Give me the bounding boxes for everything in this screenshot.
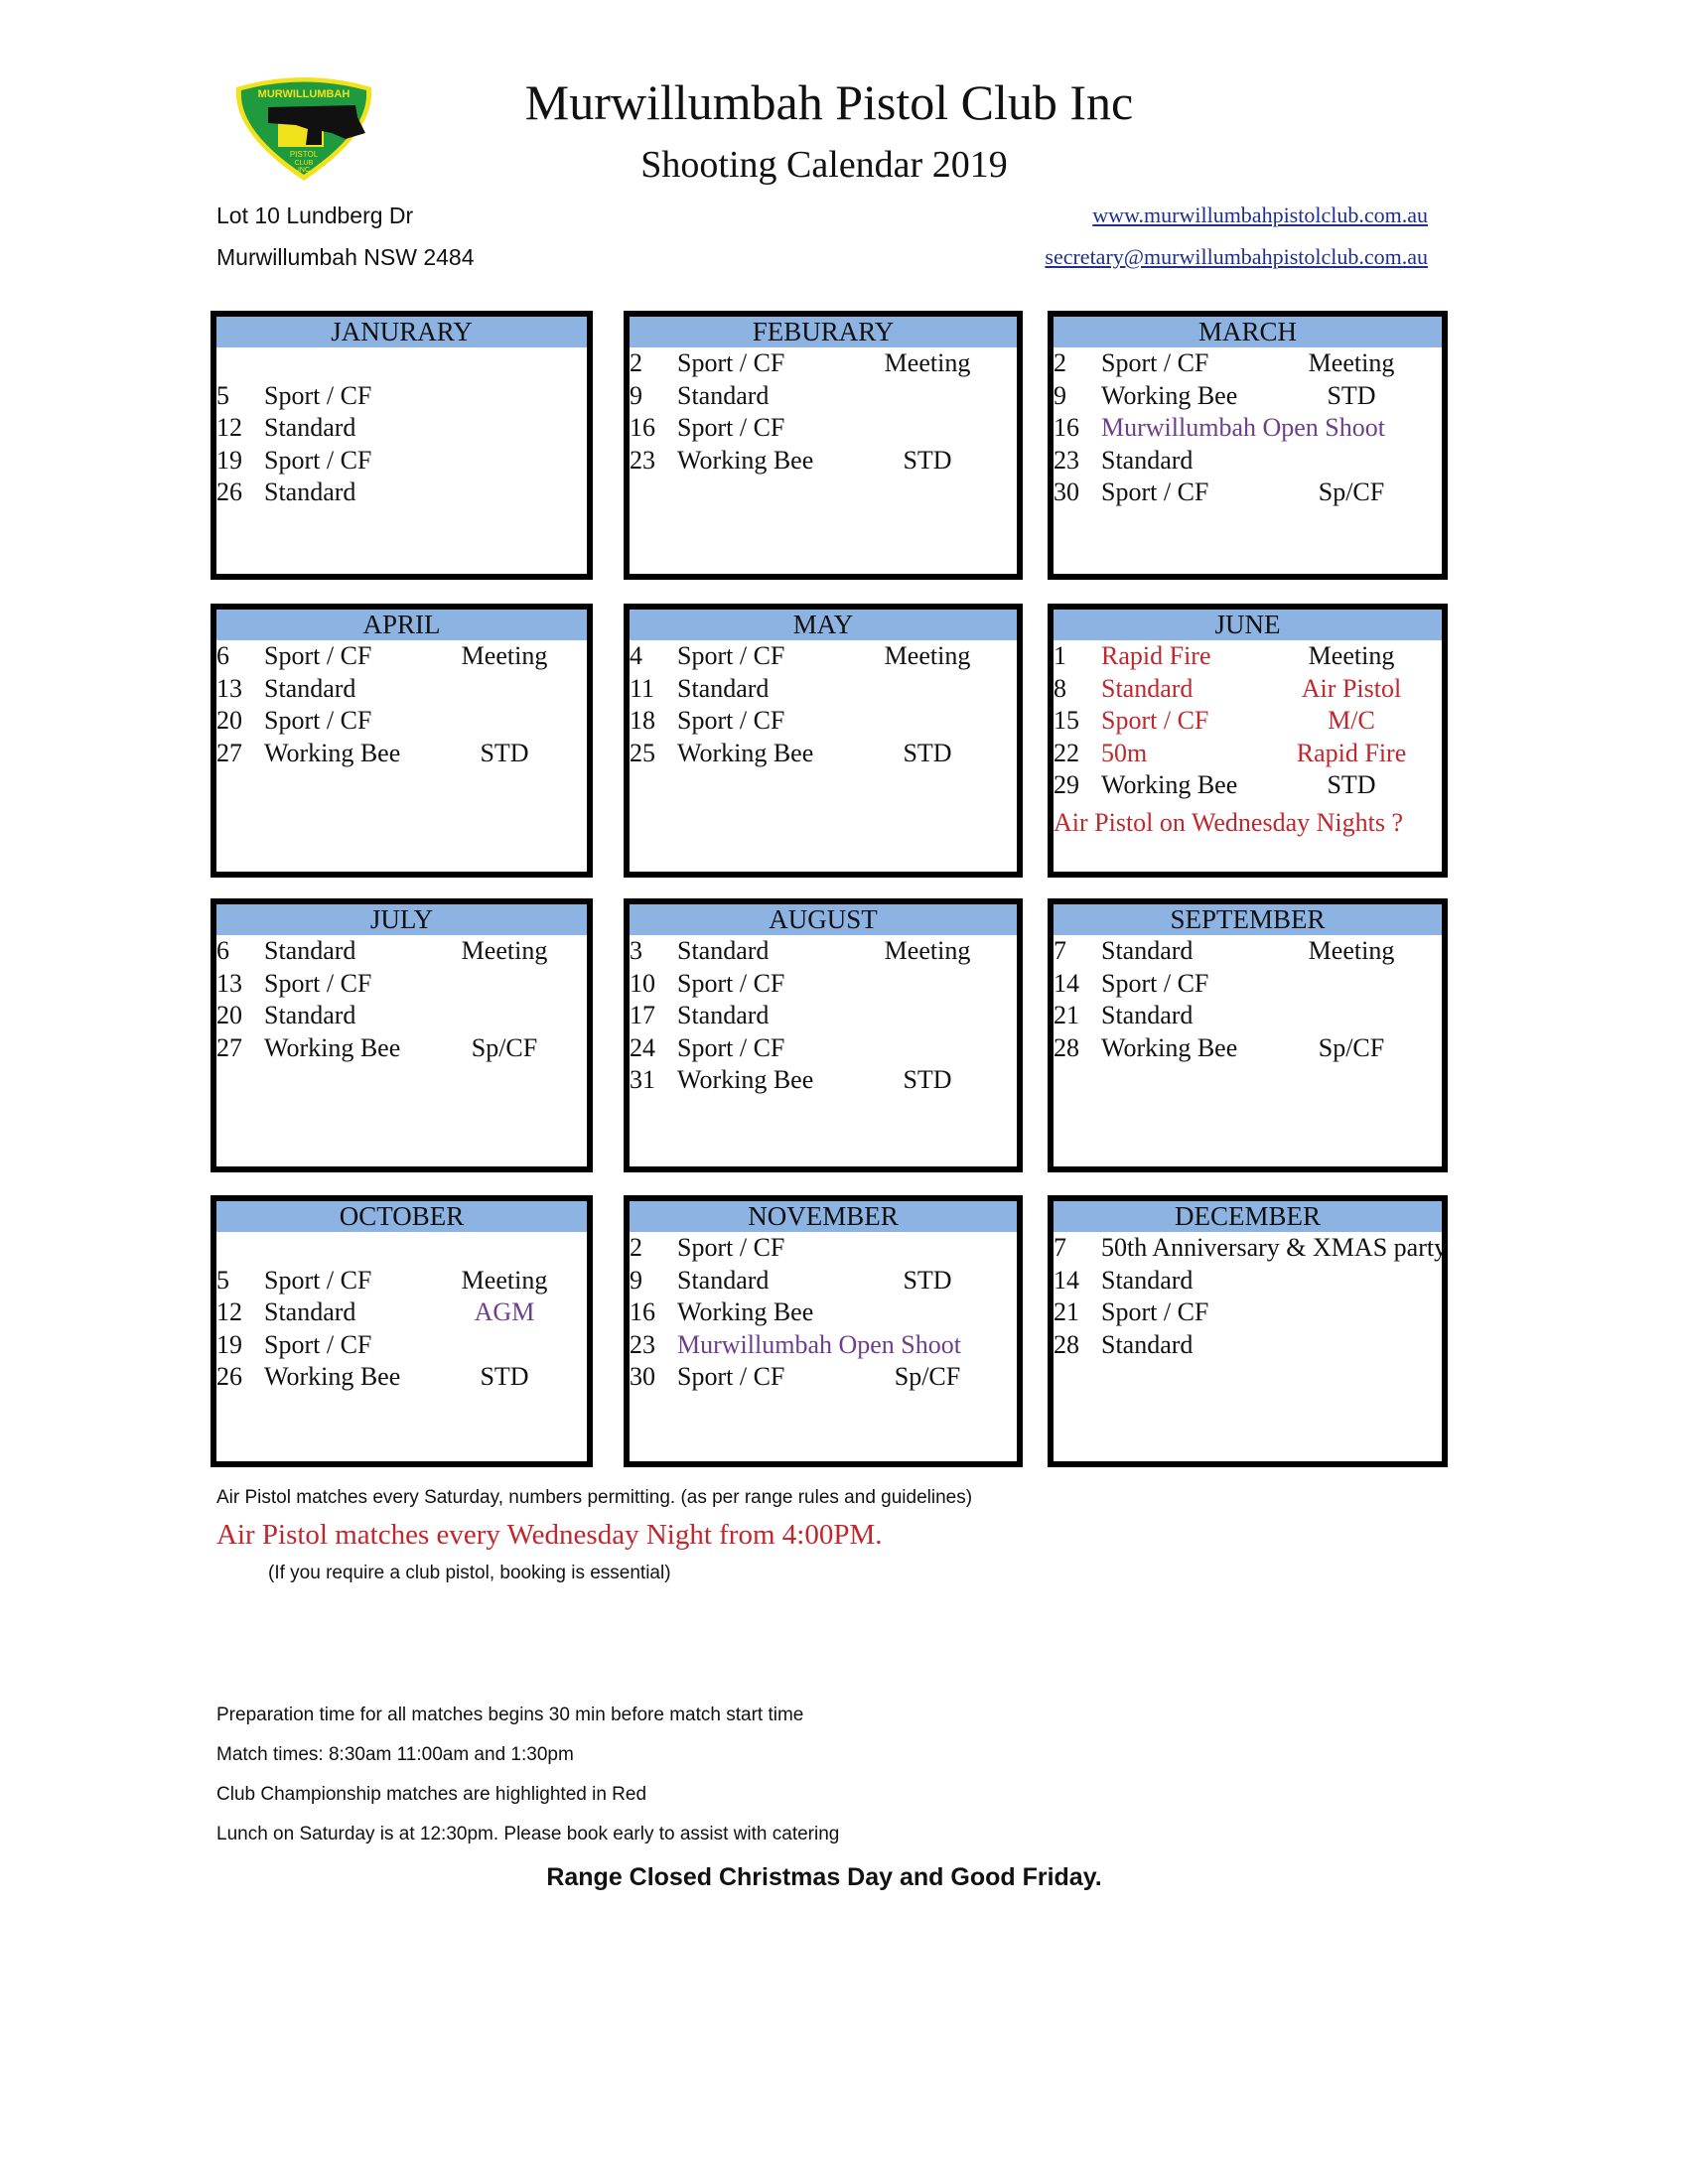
- month-events: [216, 935, 587, 1064]
- event-row: [216, 640, 587, 673]
- month-events: [1054, 347, 1442, 509]
- event-day: 30: [1054, 478, 1079, 506]
- event-name: Sport / CF: [677, 641, 785, 670]
- event-name: Standard: [1101, 673, 1194, 703]
- event-name: Working Bee: [1101, 770, 1238, 799]
- event-note: STD: [903, 738, 952, 767]
- month-header: JULY: [216, 904, 587, 935]
- event-row: [1054, 1329, 1442, 1362]
- event-day: 12: [216, 1297, 242, 1326]
- month-feburary: [624, 311, 1023, 580]
- event-note: Meeting: [1308, 936, 1395, 965]
- event-day: 19: [216, 1329, 242, 1359]
- event-note: Rapid Fire: [1296, 738, 1407, 767]
- event-name: Standard: [264, 413, 356, 442]
- month-header: SEPTEMBER: [1054, 904, 1442, 935]
- note-club-pistol-booking: (If you require a club pistol, booking is essential): [268, 1563, 671, 1583]
- event-note: M/C: [1328, 706, 1375, 735]
- event-row: [1054, 1232, 1448, 1265]
- event-day: 24: [630, 1032, 655, 1062]
- month-header: FEBURARY: [630, 317, 1017, 347]
- event-row: [216, 1297, 587, 1329]
- event-row: [630, 380, 1017, 413]
- event-day: 19: [216, 445, 242, 475]
- month-header: NOVEMBER: [630, 1201, 1017, 1232]
- event-row: [216, 935, 587, 968]
- event-day: 27: [216, 738, 242, 767]
- event-day: 8: [1054, 673, 1066, 703]
- event-day: 27: [216, 1032, 242, 1062]
- event-note: Sp/CF: [1318, 478, 1385, 506]
- month-header: OCTOBER: [216, 1201, 587, 1232]
- event-name: Sport / CF: [264, 1265, 372, 1295]
- event-note: Meeting: [461, 936, 548, 965]
- event-day: 28: [1054, 1032, 1079, 1062]
- month-events: [216, 1232, 587, 1394]
- event-note: STD: [903, 445, 952, 475]
- event-row: [216, 412, 587, 445]
- event-row: [1054, 769, 1442, 802]
- website-link[interactable]: www.murwillumbahpistolclub.com.au: [1092, 203, 1428, 227]
- event-day: 12: [216, 413, 242, 442]
- event-name: Working Bee: [677, 738, 814, 767]
- event-row: [630, 347, 1017, 380]
- event-row: [216, 1265, 587, 1297]
- address-line-2: Murwillumbah NSW 2484: [216, 244, 475, 270]
- blank-line: [216, 1232, 587, 1265]
- email-link[interactable]: secretary@murwillumbahpistolclub.com.au: [1045, 244, 1428, 269]
- month-events: [1054, 640, 1442, 802]
- event-day: 6: [216, 936, 229, 965]
- event-note: Sp/CF: [471, 1032, 538, 1062]
- event-name: Sport / CF: [677, 706, 785, 735]
- event-day: 14: [1054, 968, 1079, 998]
- event-note: Meeting: [1308, 348, 1395, 377]
- month-november: [624, 1195, 1023, 1467]
- event-row: [1054, 1265, 1442, 1297]
- event-day: 3: [630, 936, 642, 965]
- event-note: Meeting: [461, 1265, 548, 1295]
- event-row: [630, 1329, 1017, 1362]
- event-day: 14: [1054, 1265, 1079, 1295]
- page-title: Murwillumbah Pistol Club Inc: [524, 74, 1134, 130]
- event-name: Sport / CF: [264, 1329, 372, 1359]
- event-name: Standard: [677, 380, 770, 410]
- event-note: STD: [480, 1362, 529, 1391]
- note-championship: Club Championship matches are highlighted in Red: [216, 1784, 647, 1805]
- event-day: 11: [630, 673, 655, 703]
- event-name: Sport / CF: [677, 413, 785, 442]
- event-name: Sport / CF: [1101, 478, 1209, 506]
- event-row: [630, 1032, 1017, 1065]
- event-row: [630, 935, 1017, 968]
- event-name: Sport / CF: [1101, 348, 1209, 377]
- event-day: 26: [216, 1362, 242, 1391]
- month-june: [1048, 604, 1448, 878]
- event-row: [630, 1297, 1017, 1329]
- month-header: AUGUST: [630, 904, 1017, 935]
- event-name: Sport / CF: [677, 1032, 785, 1062]
- event-day: 25: [630, 738, 655, 767]
- month-janurary: [211, 311, 593, 580]
- event-row: [1054, 380, 1442, 413]
- event-day: 2: [630, 348, 642, 377]
- event-row: [630, 1361, 1017, 1394]
- event-name: Sport / CF: [264, 445, 372, 475]
- logo-text-club: CLUB: [294, 160, 314, 167]
- note-range-closed: Range Closed Christmas Day and Good Friday.: [546, 1863, 1102, 1891]
- event-name: Working Bee: [677, 445, 814, 475]
- event-name: Working Bee: [677, 1065, 814, 1094]
- event-name: Standard: [677, 1265, 770, 1295]
- event-row: [216, 968, 587, 1001]
- event-row: [1054, 673, 1442, 706]
- event-name: Standard: [264, 936, 356, 965]
- event-name: Standard: [1101, 1001, 1194, 1029]
- event-day: 9: [1054, 380, 1066, 410]
- event-day: 1: [1054, 641, 1066, 670]
- event-name: Standard: [1101, 936, 1194, 965]
- event-row: [1054, 705, 1442, 738]
- event-name: Working Bee: [264, 1032, 401, 1062]
- event-day: 20: [216, 1001, 242, 1029]
- event-day: 28: [1054, 1329, 1079, 1359]
- event-name: Sport / CF: [677, 1233, 785, 1262]
- event-row: [630, 1265, 1017, 1297]
- note-air-pistol-wednesday: Air Pistol matches every Wednesday Night from 4:00PM.: [216, 1519, 883, 1551]
- event-day: 22: [1054, 738, 1079, 767]
- month-events: [630, 1232, 1017, 1394]
- event-name: Standard: [264, 673, 356, 703]
- event-note: STD: [903, 1065, 952, 1094]
- month-events: [1054, 1232, 1448, 1361]
- month-footer-note: Air Pistol on Wednesday Nights ?: [1054, 808, 1404, 837]
- event-row: [630, 1000, 1017, 1032]
- event-note: Meeting: [1308, 641, 1395, 670]
- event-name: Standard: [264, 478, 356, 506]
- event-day: 20: [216, 706, 242, 735]
- event-name: 50m: [1101, 738, 1148, 767]
- event-row: [216, 1361, 587, 1394]
- month-december: [1048, 1195, 1448, 1467]
- month-events: [630, 640, 1017, 769]
- event-name: Sport / CF: [264, 641, 372, 670]
- event-day: 5: [216, 1265, 229, 1295]
- note-lunch: Lunch on Saturday is at 12:30pm. Please book early to assist with catering: [216, 1824, 840, 1844]
- event-row: [1054, 640, 1442, 673]
- event-name: Standard: [1101, 1265, 1194, 1295]
- event-day: 13: [216, 673, 242, 703]
- event-row: [630, 445, 1017, 478]
- month-header: MAY: [630, 610, 1017, 640]
- logo-text-inc: INC: [297, 167, 311, 174]
- page-subtitle: Shooting Calendar 2019: [640, 144, 1008, 186]
- event-row: [1054, 347, 1442, 380]
- month-may: [624, 604, 1023, 878]
- event-row: [216, 705, 587, 738]
- month-events: [630, 935, 1017, 1097]
- event-name: Sport / CF: [677, 1362, 785, 1391]
- month-march: [1048, 311, 1448, 580]
- event-day: 7: [1054, 936, 1066, 965]
- month-september: [1048, 898, 1448, 1172]
- month-events: [1054, 935, 1442, 1064]
- event-day: 2: [630, 1233, 642, 1262]
- event-day: 26: [216, 478, 242, 506]
- event-name: Sport / CF: [677, 968, 785, 998]
- blank-line: [216, 347, 587, 380]
- event-row: [1054, 477, 1442, 509]
- event-day: 16: [1054, 413, 1079, 442]
- event-row: [630, 738, 1017, 770]
- event-day: 18: [630, 706, 655, 735]
- event-name: Working Bee: [677, 1297, 814, 1326]
- event-note: Meeting: [461, 641, 548, 670]
- event-row: [216, 1032, 587, 1065]
- event-row: [1054, 1297, 1442, 1329]
- event-day: 23: [630, 445, 655, 475]
- note-air-pistol-saturday: Air Pistol matches every Saturday, numbers permitting. (as per range rules and guidelines): [216, 1487, 973, 1508]
- event-name: Working Bee: [264, 738, 401, 767]
- event-name: Sport / CF: [1101, 968, 1209, 998]
- event-day: 23: [630, 1329, 655, 1359]
- event-row: [216, 445, 587, 478]
- event-row: [630, 968, 1017, 1001]
- event-name: Standard: [264, 1297, 356, 1326]
- event-day: 23: [1054, 445, 1079, 475]
- event-row: [1054, 445, 1442, 478]
- event-day: 17: [630, 1001, 655, 1029]
- event-note: STD: [480, 738, 529, 767]
- event-note: STD: [903, 1265, 952, 1295]
- event-row: [630, 1232, 1017, 1265]
- event-row: [216, 477, 587, 509]
- event-row: [1054, 1000, 1442, 1032]
- event-row: [630, 640, 1017, 673]
- event-name: Standard: [1101, 445, 1194, 475]
- event-day: 21: [1054, 1297, 1079, 1326]
- note-match-times: Match times: 8:30am 11:00am and 1:30pm: [216, 1744, 574, 1765]
- logo-text-pistol: PISTOL: [289, 150, 319, 159]
- event-row: [1054, 412, 1442, 445]
- event-name: Rapid Fire: [1101, 641, 1211, 670]
- event-day: 6: [216, 641, 229, 670]
- event-day: 9: [630, 380, 642, 410]
- event-day: 5: [216, 380, 229, 410]
- event-day: 7: [1054, 1233, 1066, 1262]
- month-header: MARCH: [1054, 317, 1442, 347]
- event-day: 10: [630, 968, 655, 998]
- event-row: [216, 1000, 587, 1032]
- event-note: AGM: [474, 1297, 535, 1326]
- address-line-1: Lot 10 Lundberg Dr: [216, 203, 414, 228]
- event-name: Working Bee: [264, 1362, 401, 1391]
- event-row: [216, 673, 587, 706]
- event-day: 13: [216, 968, 242, 998]
- event-name: Sport / CF: [264, 706, 372, 735]
- event-note: STD: [1327, 380, 1376, 410]
- event-note: Meeting: [884, 936, 971, 965]
- month-july: [211, 898, 593, 1172]
- event-name: Sport / CF: [264, 968, 372, 998]
- event-name: Standard: [677, 1001, 770, 1029]
- event-name: Murwillumbah Open Shoot: [677, 1329, 961, 1359]
- event-name: Standard: [264, 1001, 356, 1029]
- event-name: 50th Anniversary & XMAS party: [1101, 1233, 1448, 1262]
- event-day: 9: [630, 1265, 642, 1295]
- event-name: Working Bee: [1101, 380, 1238, 410]
- event-note: Meeting: [884, 348, 971, 377]
- event-name: Working Bee: [1101, 1032, 1238, 1062]
- month-events: [630, 347, 1017, 477]
- event-name: Murwillumbah Open Shoot: [1101, 413, 1385, 442]
- event-row: [216, 738, 587, 770]
- note-preparation: Preparation time for all matches begins 30 min before match start time: [216, 1705, 804, 1725]
- event-row: [630, 673, 1017, 706]
- event-day: 21: [1054, 1001, 1079, 1029]
- month-header: DECEMBER: [1054, 1201, 1442, 1232]
- event-name: Sport / CF: [1101, 706, 1209, 735]
- event-day: 4: [630, 641, 642, 670]
- month-october: [211, 1195, 593, 1467]
- event-name: Standard: [677, 936, 770, 965]
- event-row: [1054, 968, 1442, 1001]
- event-name: Standard: [677, 673, 770, 703]
- event-note: Sp/CF: [894, 1362, 961, 1391]
- event-day: 30: [630, 1362, 655, 1391]
- event-row: [1054, 738, 1442, 770]
- month-april: [211, 604, 593, 878]
- event-note: Meeting: [884, 641, 971, 670]
- event-row: [1054, 1032, 1442, 1065]
- event-day: 15: [1054, 706, 1079, 735]
- event-note: Air Pistol: [1301, 673, 1402, 703]
- event-row: [216, 380, 587, 413]
- month-august: [624, 898, 1023, 1172]
- event-row: [1054, 935, 1442, 968]
- event-day: 16: [630, 1297, 655, 1326]
- event-name: Standard: [1101, 1329, 1194, 1359]
- event-day: 16: [630, 413, 655, 442]
- event-day: 31: [630, 1065, 655, 1094]
- event-note: Sp/CF: [1318, 1032, 1385, 1062]
- event-note: STD: [1327, 770, 1376, 799]
- event-row: [630, 705, 1017, 738]
- event-row: [630, 1064, 1017, 1097]
- logo-text-top: MURWILLUMBAH: [257, 88, 351, 100]
- month-events: [216, 640, 587, 769]
- event-row: [216, 1329, 587, 1362]
- month-header: JANURARY: [216, 317, 587, 347]
- event-name: Sport / CF: [264, 380, 372, 410]
- month-header: APRIL: [216, 610, 587, 640]
- event-name: Sport / CF: [1101, 1297, 1209, 1326]
- event-day: 29: [1054, 770, 1079, 799]
- event-row: [630, 412, 1017, 445]
- month-events: [216, 347, 587, 509]
- event-day: 2: [1054, 348, 1066, 377]
- month-header: JUNE: [1054, 610, 1442, 640]
- event-name: Sport / CF: [677, 348, 785, 377]
